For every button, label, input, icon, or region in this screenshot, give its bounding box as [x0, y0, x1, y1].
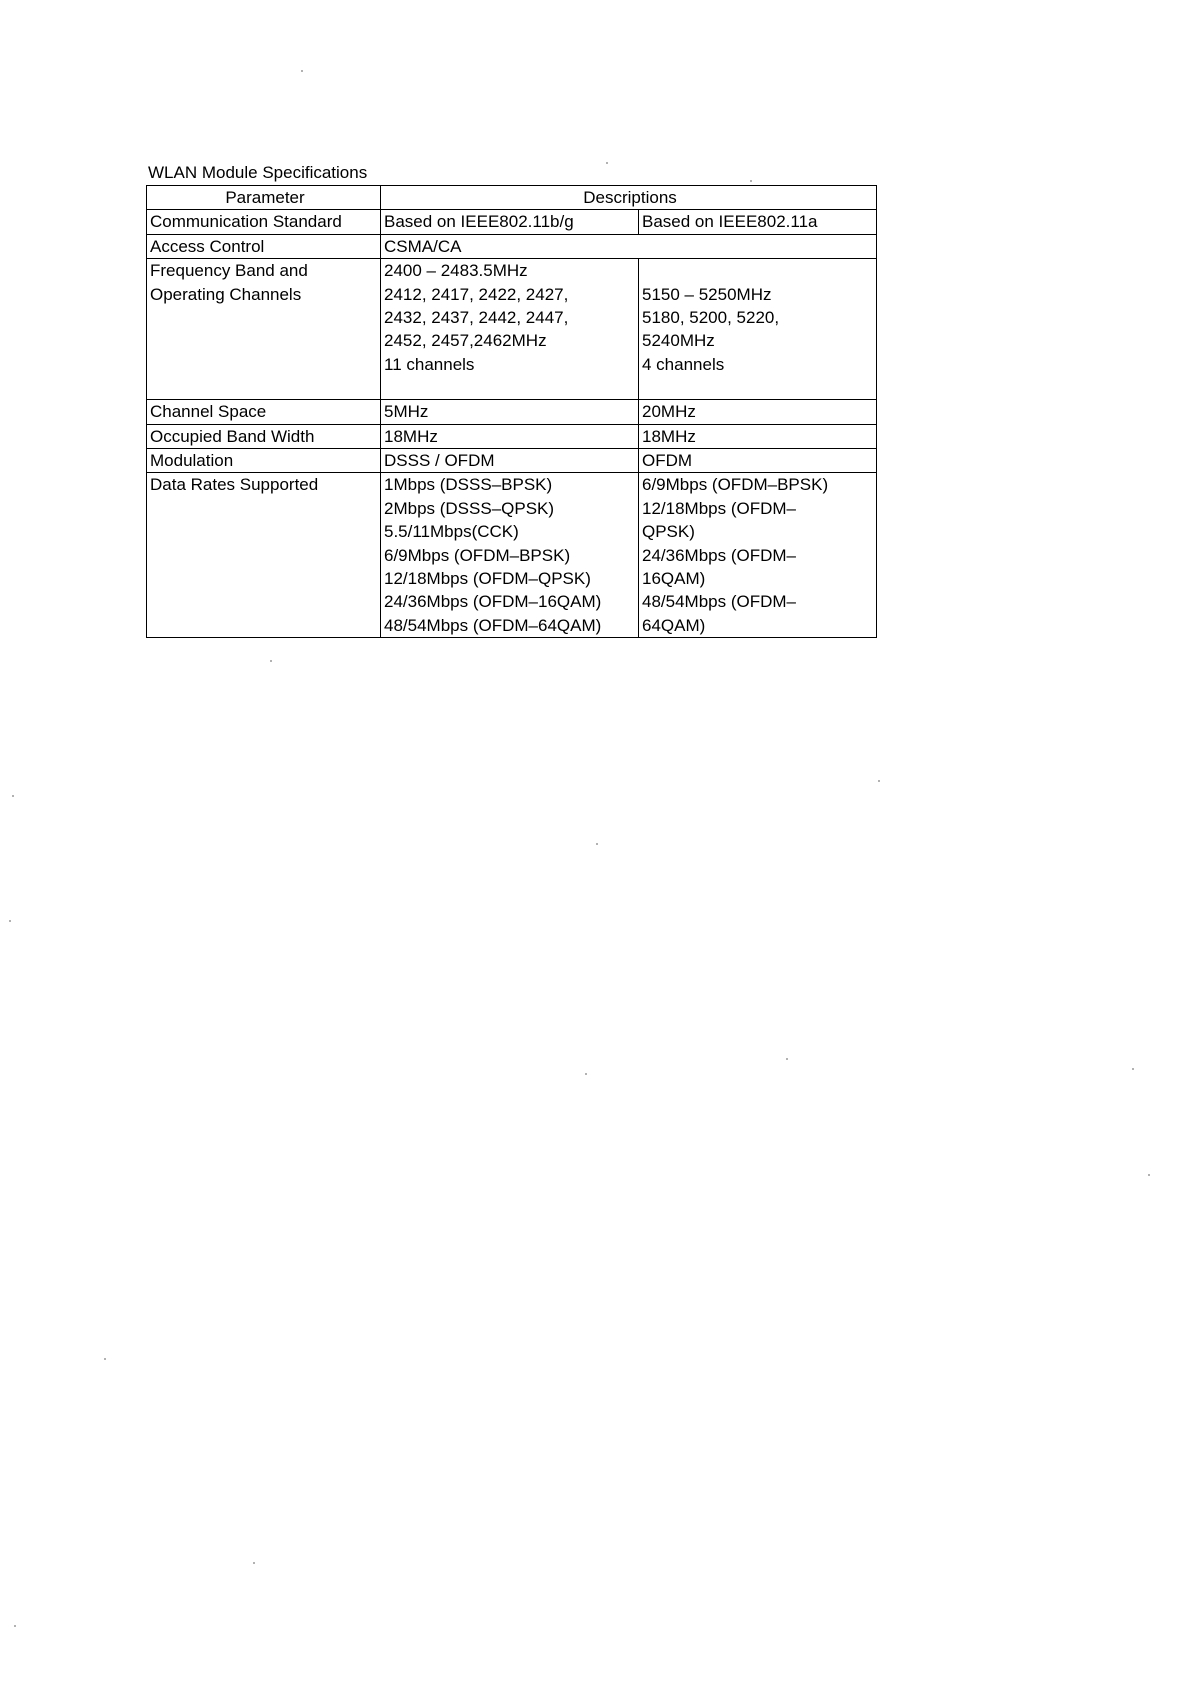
table-row [147, 449, 877, 473]
row-parameter: Communication Standard [147, 210, 381, 234]
row-value-bg: DSSS / OFDM [381, 449, 639, 473]
row-value-a: OFDM [639, 449, 877, 473]
scan-speck [878, 780, 880, 782]
row-value-bg: 2400 – 2483.5MHz 2412, 2417, 2422, 2427, 2432, 2437, 2442, 2447, 2452, 2457,2462MHz 11 channels [381, 259, 639, 400]
row-parameter: Frequency Band and Operating Channels [147, 259, 381, 400]
spec-table [146, 185, 877, 638]
row-value-shared: CSMA/CA [381, 234, 877, 258]
row-parameter: Modulation [147, 449, 381, 473]
table-row [147, 210, 877, 234]
row-value-a: 5150 – 5250MHz 5180, 5200, 5220, 5240MHz 4 channels [639, 259, 877, 400]
table-row [147, 400, 877, 424]
header-descriptions: Descriptions [381, 186, 877, 210]
scan-speck [585, 1073, 587, 1075]
scan-speck [596, 843, 598, 845]
scan-speck [1148, 1174, 1150, 1176]
scan-speck [253, 1562, 255, 1564]
header-parameter: Parameter [147, 186, 381, 210]
row-value-a: Based on IEEE802.11a [639, 210, 877, 234]
scan-speck [606, 162, 608, 164]
row-value-a: 6/9Mbps (OFDM–BPSK) 12/18Mbps (OFDM– QPSK) 24/36Mbps (OFDM– 16QAM) 48/54Mbps (OFDM– 64QAM) [639, 473, 877, 638]
row-value-bg: 18MHz [381, 424, 639, 448]
scan-speck [270, 660, 272, 662]
table-row [147, 234, 877, 258]
row-parameter: Access Control [147, 234, 381, 258]
row-value-a: 20MHz [639, 400, 877, 424]
row-value-bg: 5MHz [381, 400, 639, 424]
row-parameter: Data Rates Supported [147, 473, 381, 638]
scan-speck [104, 1358, 106, 1360]
scan-speck [301, 70, 303, 72]
scan-speck [1132, 1068, 1134, 1070]
scan-speck [786, 1058, 788, 1060]
scan-speck [14, 1625, 16, 1627]
document-title: WLAN Module Specifications [148, 163, 368, 182]
table-row [147, 473, 877, 638]
row-value-bg: Based on IEEE802.11b/g [381, 210, 639, 234]
row-parameter: Occupied Band Width [147, 424, 381, 448]
row-value-bg: 1Mbps (DSSS–BPSK) 2Mbps (DSSS–QPSK) 5.5/11Mbps(CCK) 6/9Mbps (OFDM–BPSK) 12/18Mbps (OFDM–QPSK) 24/36Mbps (OFDM–16QAM) 48/54Mbps (OFDM–64QAM) [381, 473, 639, 638]
row-parameter: Channel Space [147, 400, 381, 424]
table-row [147, 424, 877, 448]
table-row [147, 259, 877, 400]
scan-speck [9, 920, 11, 922]
row-value-a: 18MHz [639, 424, 877, 448]
scan-speck [12, 795, 14, 797]
table-header-row [147, 186, 877, 210]
scan-speck [750, 180, 752, 182]
